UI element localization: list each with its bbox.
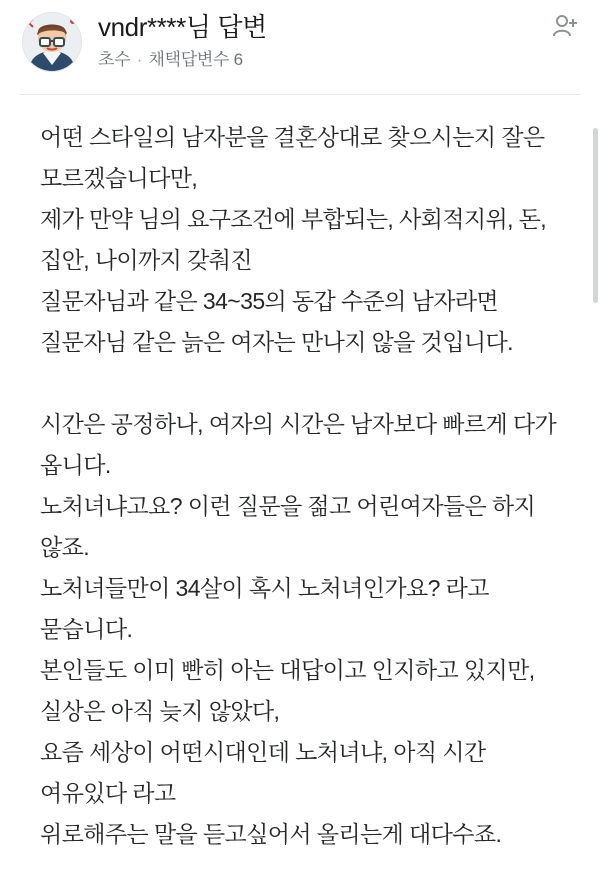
answer-line: 질문자님 같은 늙은 여자는 만나지 않을 것입니다. [40, 329, 513, 355]
follow-button[interactable] [550, 12, 580, 40]
meta-separator: · [136, 50, 143, 69]
accepted-answer-label: 채택답변수 [148, 50, 230, 69]
author-grade: 초수 [98, 50, 131, 69]
answer-line: 노처녀들만이 34살이 혹시 노처녀인가요? 라고 묻습니다. [40, 575, 489, 642]
answer-line: 제가 만약 님의 요구조건에 부합되는, 사회적지위, 돈, 집안, 나이까지 갖춰진 [40, 206, 547, 273]
answer-line: 위로해주는 말을 듣고싶어서 올리는게 대다수죠. [40, 821, 502, 847]
paragraph-spacer [40, 363, 560, 404]
answer-header [0, 0, 600, 80]
answer-line: 노처녀냐고요? 이런 질문을 젊고 어린여자들은 하지 않죠. [40, 493, 536, 560]
answer-line: 질문자님과 같은 34~35의 동갑 수준의 남자라면 [40, 288, 499, 314]
answer-body [0, 95, 600, 855]
answer-line: 시간은 공정하나, 여자의 시간은 남자보다 빠르게 다가 옵니다. [40, 411, 557, 478]
accepted-answer-count: 6 [233, 50, 243, 69]
scrollbar-thumb[interactable] [593, 128, 598, 303]
answer-line: 본인들도 이미 빤히 아는 대답이고 인지하고 있지만, 실상은 아직 늦지 않았다, [40, 657, 535, 724]
avatar[interactable] [22, 12, 82, 72]
answer-line: 요즘 세상이 어떤시대인데 노처녀냐, 아직 시간 여유있다 라고 [40, 739, 486, 806]
author-info [98, 10, 578, 70]
author-meta [98, 49, 578, 70]
person-add-icon [552, 14, 578, 38]
answer-line: 어떤 스타일의 남자분을 결혼상대로 찾으시는지 잘은 모르겠습니다만, [40, 124, 545, 191]
author-name: vndr****님 답변 [98, 12, 267, 42]
user-avatar-illustration [23, 13, 81, 71]
